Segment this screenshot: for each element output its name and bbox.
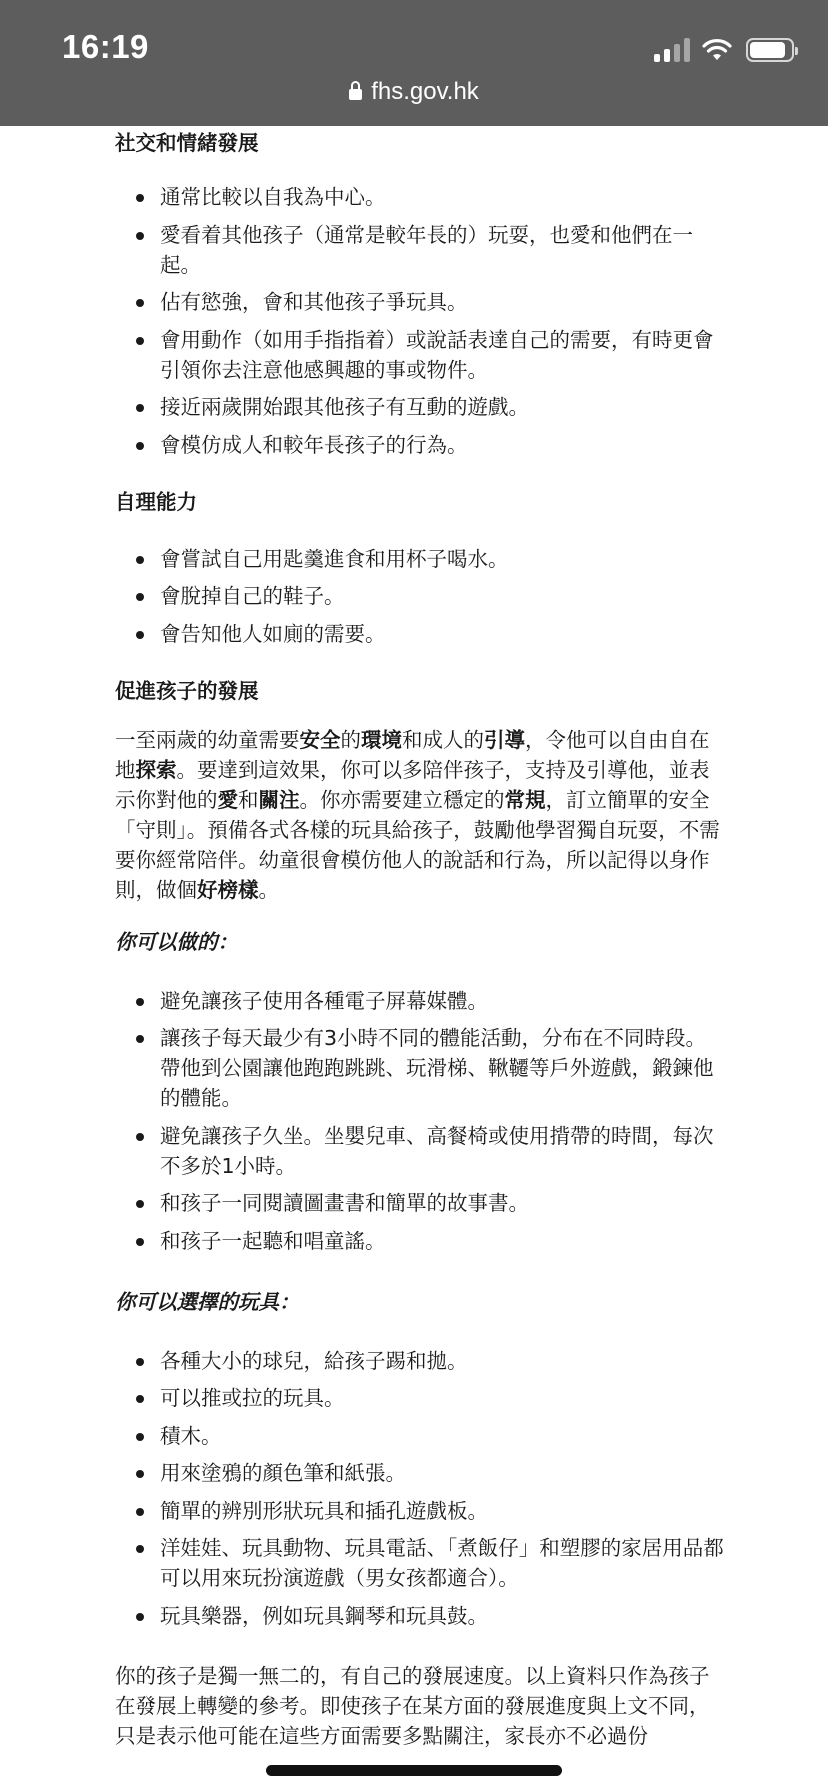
list-item: 避免讓孩子久坐。坐嬰兒車、高餐椅或使用揹帶的時間，每次不多於1小時。 bbox=[160, 1121, 725, 1181]
promote-paragraph: 一至兩歲的幼童需要安全的環境和成人的引導，令他可以自由自在地探索。要達到這效果，你可以多陪伴孩子，支持及引導他，並表示你對他的愛和關注。你亦需要建立穩定的常規，訂立簡單的安全「守則」。預備各式各樣的玩具給孩子，鼓勵他學習獨自玩耍，不需要你經常陪伴。幼童很會模仿他人的說話和行為，所以記得以身作則，做個好榜樣。 bbox=[115, 727, 720, 902]
list-item: 和孩子一起聽和唱童謠。 bbox=[160, 1226, 725, 1256]
list-item: 積木。 bbox=[160, 1421, 725, 1451]
list-item: 通常比較以自我為中心。 bbox=[160, 182, 725, 212]
wifi-icon bbox=[702, 38, 732, 62]
heading-promote-development: 促進孩子的發展 bbox=[115, 678, 259, 703]
list-item: 各種大小的球兒，給孩子踢和拋。 bbox=[160, 1346, 725, 1376]
lock-icon bbox=[349, 89, 362, 100]
heading-self-care: 自理能力 bbox=[115, 489, 197, 514]
list-item: 和孩子一同閱讀圖畫書和簡單的故事書。 bbox=[160, 1188, 725, 1218]
list-item: 會脫掉自己的鞋子。 bbox=[160, 581, 725, 611]
list-item: 用來塗鴉的顏色筆和紙張。 bbox=[160, 1458, 725, 1488]
list-item: 避免讓孩子使用各種電子屏幕媒體。 bbox=[160, 986, 725, 1016]
battery-level bbox=[750, 42, 785, 58]
article-content bbox=[115, 126, 725, 1751]
heading-what-you-can-do: 你可以做的： bbox=[115, 929, 238, 954]
heading-toy-choices: 你可以選擇的玩具： bbox=[115, 1289, 300, 1314]
status-bar bbox=[0, 0, 828, 126]
list-item: 會告知他人如廁的需要。 bbox=[160, 619, 725, 649]
status-time: 16:19 bbox=[62, 28, 149, 65]
list-toy-choices bbox=[115, 1346, 725, 1631]
list-item: 愛看着其他孩子（通常是較年長的）玩耍，也愛和他們在一起。 bbox=[160, 220, 725, 280]
list-item: 會用動作（如用手指指着）或說話表達自己的需要，有時更會引領你去注意他感興趣的事或物件。 bbox=[160, 325, 725, 385]
list-social-emotional bbox=[115, 182, 725, 460]
home-indicator[interactable] bbox=[266, 1765, 562, 1776]
list-item: 簡單的辨別形狀玩具和插孔遊戲板。 bbox=[160, 1496, 725, 1526]
list-item: 接近兩歲開始跟其他孩子有互動的遊戲。 bbox=[160, 392, 725, 422]
list-item: 佔有慾強，會和其他孩子爭玩具。 bbox=[160, 287, 725, 317]
list-item: 可以推或拉的玩具。 bbox=[160, 1383, 725, 1413]
heading-social-emotional: 社交和情緒發展 bbox=[115, 131, 259, 155]
list-item: 洋娃娃、玩具動物、玩具電話、「煮飯仔」和塑膠的家居用品都可以用來玩扮演遊戲（男女孩都適合）。 bbox=[160, 1533, 725, 1593]
battery-icon bbox=[746, 38, 794, 62]
list-item: 會模仿成人和較年長孩子的行為。 bbox=[160, 430, 725, 460]
list-what-you-can-do bbox=[115, 986, 725, 1256]
status-icons bbox=[654, 36, 794, 62]
list-item: 會嘗試自己用匙羹進食和用杯子喝水。 bbox=[160, 544, 725, 574]
closing-paragraph: 你的孩子是獨一無二的，有自己的發展速度。以上資料只作為孩子在發展上轉變的參考。即使孩子在某方面的發展進度與上文不同，只是表示他可能在這些方面需要多點關注，家長亦不必過份 bbox=[115, 1663, 710, 1748]
list-self-care bbox=[115, 544, 725, 649]
cellular-signal-icon bbox=[654, 38, 690, 62]
address-bar[interactable] bbox=[0, 78, 828, 106]
list-item: 讓孩子每天最少有3小時不同的體能活動，分布在不同時段。帶他到公園讓他跑跑跳跳、玩滑梯、鞦韆等戶外遊戲，鍛鍊他的體能。 bbox=[160, 1023, 725, 1113]
list-item: 玩具樂器，例如玩具鋼琴和玩具鼓。 bbox=[160, 1601, 725, 1631]
url-text: fhs.gov.hk bbox=[371, 78, 479, 105]
